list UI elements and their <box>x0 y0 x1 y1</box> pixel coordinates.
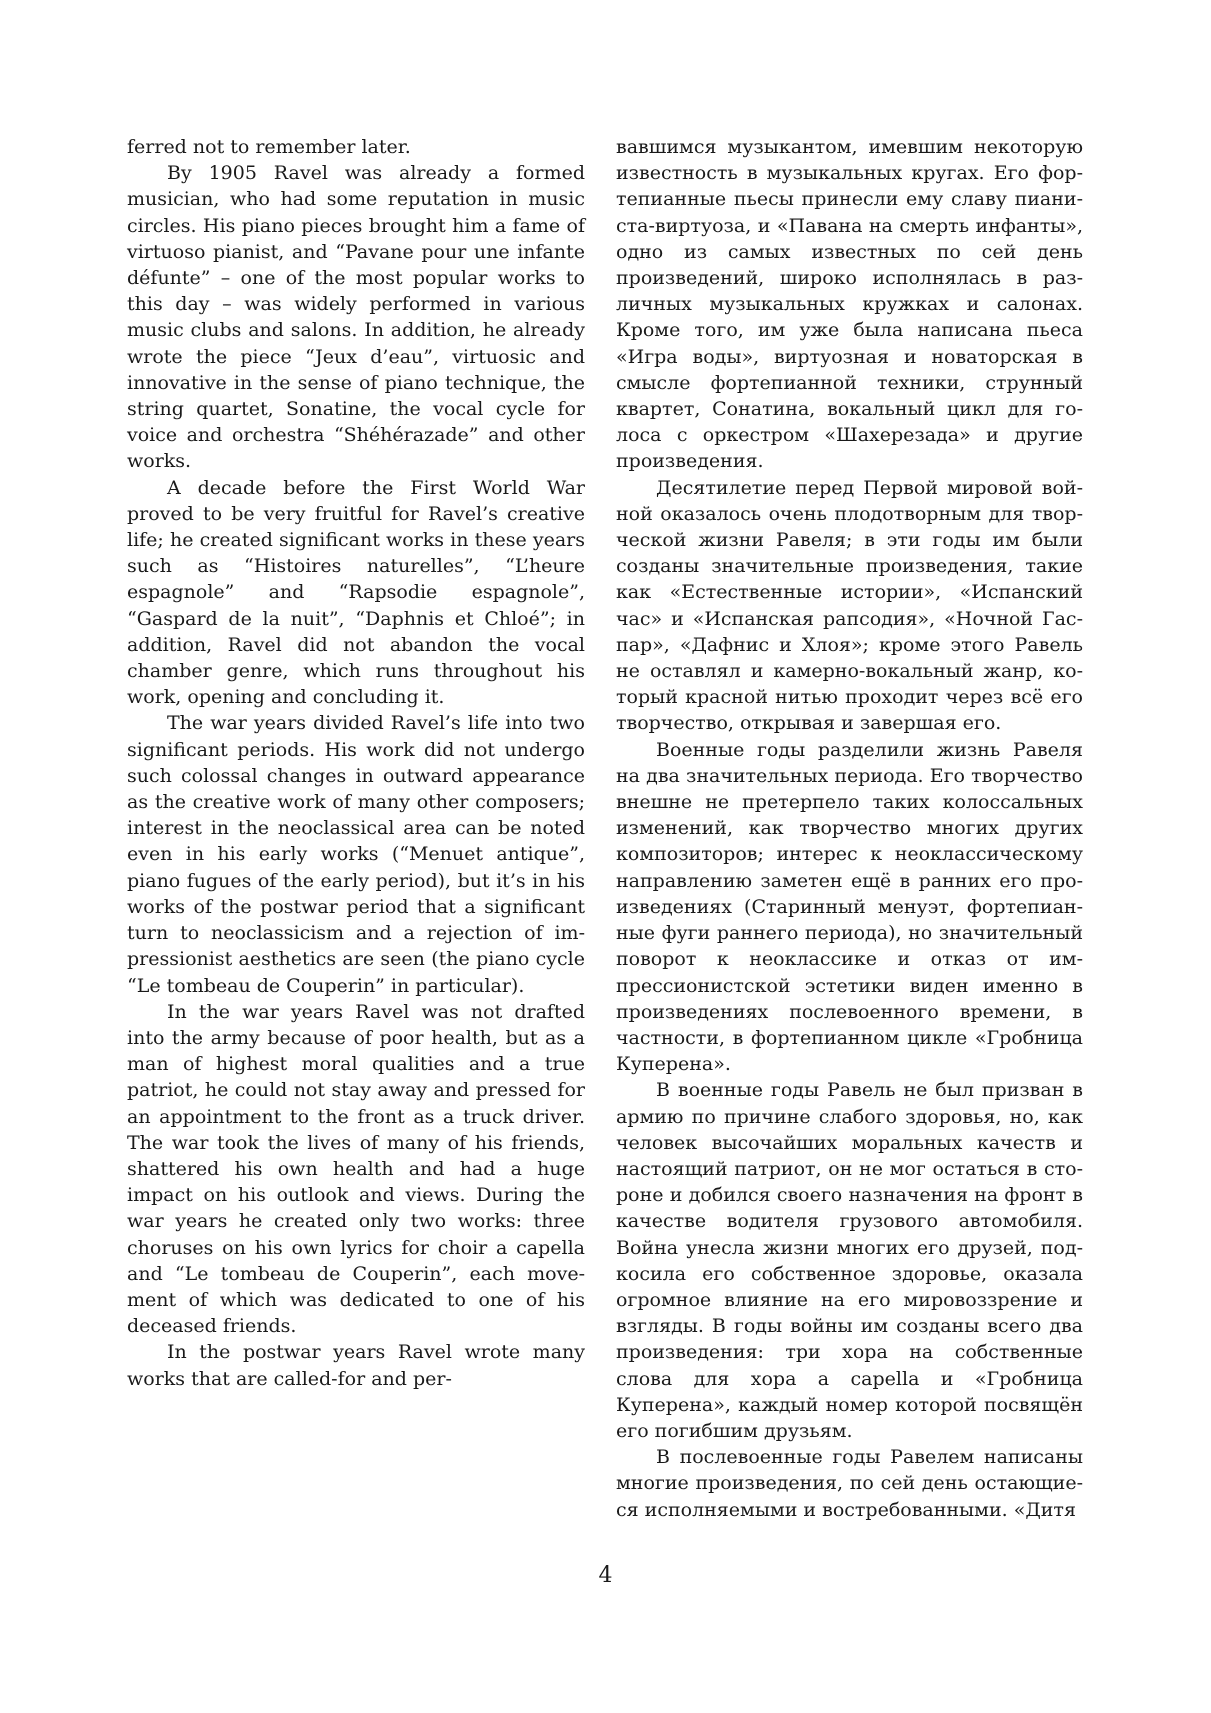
paragraph: A decade before the First World War proved to be very fruitful for Ravel’s creative life; he created significant works in these years such as “Histoires naturelles”, “L’heure espagnole” and “Rapsodie espagnole”, “Gaspard de la nuit”, “Daphnis et Chloé”; in addition, Ravel did not abandon the vocal chamber genre, which runs throughout his work, opening and concluding it. <box>127 476 585 709</box>
paragraph: В послевоенные годы Равелем написаны многие произведения, по сей день остающиеся исполняемыми и востребованными. «Дитя <box>616 1446 1083 1521</box>
paragraph-continued: ferred not to remember later. <box>127 136 411 158</box>
paragraph: By 1905 Ravel was already a formed musician, who had some reputation in music circles. His piano pieces brought him a fame of virtuoso pianist, and “Pavane pour une infante défunte” – one of the most popular works to this day – was widely performed in various music clubs and salons. In addition, he already wrote the piece “Jeux d’eau”, virtuosic and innovative in the sense of piano technique, the string quartet, Sonatine, the vocal cycle for voice and orchestra “Shéhérazade” and other works. <box>127 162 585 473</box>
paragraph: In the postwar years Ravel wrote many works that are called-for and per- <box>127 1341 585 1390</box>
english-text-column <box>127 134 585 1392</box>
paragraph: Военные годы разделили жизнь Равеля на два значительных периода. Его творчество внешне не претерпело таких колоссальных изменений, как творчество многих других композиторов; интерес к неоклассическому направлению заметен ещё в ранних его произведениях (Старинный менуэт, фортепианные фуги раннего периода), но значительный поворот к неоклассике и отказ от импрессионистской эстетики виден именно в произведениях послевоенного времени, в частности, в фортепианном цикле «Гробница Куперена». <box>616 738 1083 1076</box>
paragraph-continued: вавшимся музыкантом, имевшим некоторую известность в музыкальных кругах. Его фортепианные пьесы принесли ему славу пианиста-виртуоза, и «Павана на смерть инфанты», одно из самых известных по сей день произведений, широко исполнялась в различных музыкальных кружках и салонах. Кроме того, им уже была написана пьеса «Игра воды», виртуозная и новаторская в смысле фортепианной техники, струнный квартет, Сонатина, вокальный цикл для голоса с оркестром «Шахерезада» и другие произведения. <box>616 136 1083 473</box>
paragraph: In the war years Ravel was not drafted into the army because of poor health, but as a man of highest moral qualities and a true patriot, he could not stay away and pressed for an appointment to the front as a truck driver. The war took the lives of many of his friends, shattered his own health and had a huge impact on his outlook and views. During the war years he created only two works: three choruses on his own lyrics for choir a capella and “Le tombeau de Couperin”, each movement of which was dedicated to one of his deceased friends. <box>127 1000 585 1338</box>
paragraph: The war years divided Ravel’s life into two significant periods. His work did not undergo such colossal changes in outward appearance as the creative work of many other composers; interest in the neoclassical area can be noted even in his early works (“Menuet antique”, piano fugues of the early period), but it’s in his works of the postwar period that a significant turn to neoclassicism and a rejection of impressionist aesthetics are seen (the piano cycle “Le tombeau de Couperin” in particular). <box>127 712 585 997</box>
paragraph: В военные годы Равель не был призван в армию по причине слабого здоровья, но, как человек высочайших моральных качеств и настоящий патриот, он не мог остаться в стороне и добился своего назначения на фронт в качестве водителя грузового автомобиля. Война унесла жизни многих его друзей, подкосила его собственное здоровье, оказала огромное влияние на его мировоззрение и взгляды. В годы войны им созданы всего два произведения: три хора на собственные слова для хора a capella и «Гробница Куперена», каждый номер которой посвящён его погибшим друзьям. <box>616 1079 1083 1442</box>
russian-text-column <box>616 134 1083 1523</box>
page-number: 4 <box>598 1563 613 1588</box>
paragraph: Десятилетие перед Первой мировой войной оказалось очень плодотворным для творческой жизни Равеля; в эти годы им были созданы значительные произведения, такие как «Естественные истории», «Испанский час» и «Испанская рапсодия», «Ночной Гаспар», «Дафнис и Хлоя»; кроме этого Равель не оставлял и камерно-вокальный жанр, который красной нитью проходит через всё его творчество, открывая и завершая его. <box>616 476 1083 735</box>
